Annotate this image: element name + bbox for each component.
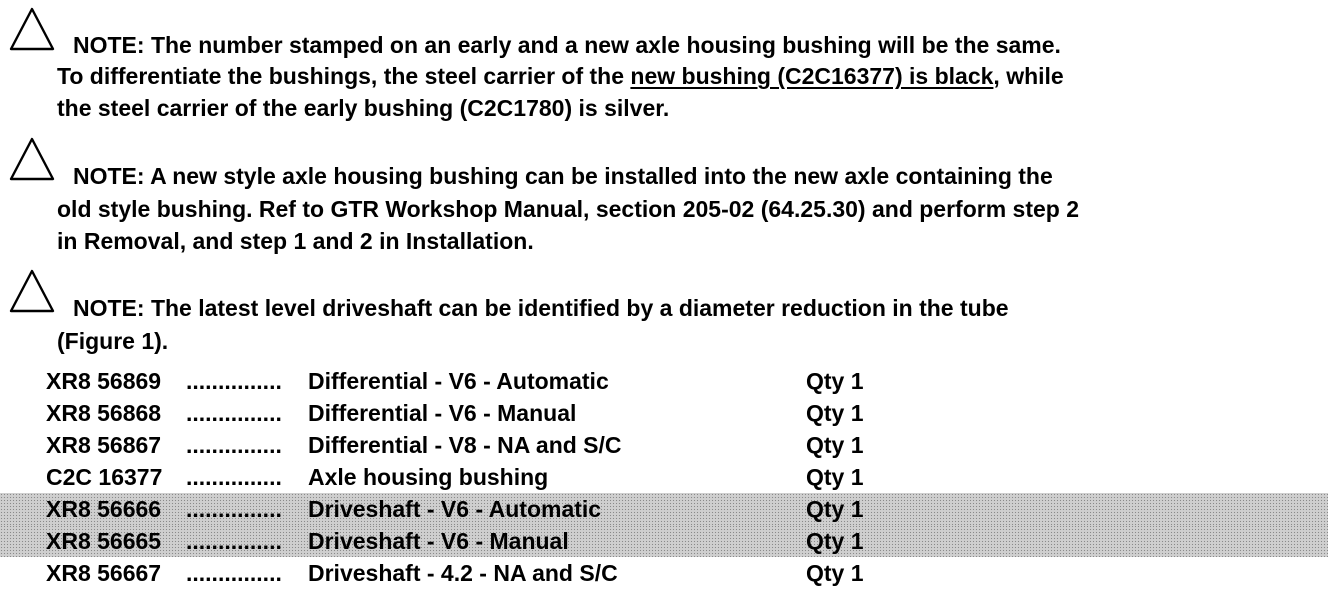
part-description: Driveshaft - 4.2 - NA and S/C bbox=[308, 560, 618, 586]
part-quantity: Qty 1 bbox=[806, 400, 864, 426]
note-1-line-2-text: To differentiate the bushings, the steel carrier of the bbox=[57, 63, 631, 89]
part-row bbox=[0, 429, 1328, 461]
part-description: Differential - V6 - Automatic bbox=[308, 368, 609, 394]
part-description: Axle housing bushing bbox=[308, 464, 549, 490]
leader-dots: ............... bbox=[186, 400, 282, 426]
note-3-line-2: (Figure 1). bbox=[57, 328, 169, 354]
part-number: C2C 16377 bbox=[46, 464, 163, 490]
part-quantity: Qty 1 bbox=[806, 560, 864, 586]
warning-triangle-icon bbox=[8, 136, 60, 182]
part-number: XR8 56868 bbox=[46, 400, 162, 426]
part-description: Driveshaft - V6 - Automatic bbox=[308, 496, 602, 522]
leader-dots: ............... bbox=[186, 560, 282, 586]
part-number: XR8 56667 bbox=[46, 560, 162, 586]
note-2-line-2: old style bushing. Ref to GTR Workshop Manual, section 205-02 (64.25.30) and perform step 2 bbox=[57, 196, 1080, 222]
part-row bbox=[0, 365, 1328, 397]
part-quantity: Qty 1 bbox=[806, 496, 864, 522]
part-row bbox=[0, 557, 1328, 589]
part-quantity: Qty 1 bbox=[806, 464, 864, 490]
leader-dots: ............... bbox=[186, 464, 282, 490]
note-2-line-1: NOTE: A new style axle housing bushing can be installed into the new axle containing the bbox=[73, 163, 1053, 189]
note-2-line-3: in Removal, and step 1 and 2 in Installation. bbox=[57, 228, 534, 254]
warning-triangle-icon bbox=[8, 6, 60, 52]
part-description: Differential - V8 - NA and S/C bbox=[308, 432, 622, 458]
part-row-highlighted bbox=[0, 525, 1328, 557]
part-row bbox=[0, 461, 1328, 493]
part-row bbox=[0, 397, 1328, 429]
part-number: XR8 56869 bbox=[46, 368, 162, 394]
part-number: XR8 56666 bbox=[46, 496, 162, 522]
part-quantity: Qty 1 bbox=[806, 432, 864, 458]
leader-dots: ............... bbox=[186, 496, 282, 522]
parts-list bbox=[0, 365, 1328, 589]
part-description: Differential - V6 - Manual bbox=[308, 400, 577, 426]
note-1-line-2-tail: , while bbox=[993, 63, 1064, 89]
note-1-underlined-text: new bushing (C2C16377) is black bbox=[630, 63, 994, 89]
part-description: Driveshaft - V6 - Manual bbox=[308, 528, 569, 554]
leader-dots: ............... bbox=[186, 368, 282, 394]
leader-dots: ............... bbox=[186, 528, 282, 554]
leader-dots: ............... bbox=[186, 432, 282, 458]
part-quantity: Qty 1 bbox=[806, 368, 864, 394]
part-quantity: Qty 1 bbox=[806, 528, 864, 554]
note-3-line-1: NOTE: The latest level driveshaft can be identified by a diameter reduction in the tube bbox=[73, 295, 1009, 321]
part-row-highlighted bbox=[0, 493, 1328, 525]
warning-triangle-icon bbox=[8, 268, 60, 314]
part-number: XR8 56867 bbox=[46, 432, 162, 458]
part-number: XR8 56665 bbox=[46, 528, 162, 554]
note-1-line-2 bbox=[57, 61, 1064, 91]
note-1-line-3: the steel carrier of the early bushing (C2C1780) is silver. bbox=[57, 95, 670, 121]
note-1-line-1: NOTE: The number stamped on an early and a new axle housing bushing will be the same. bbox=[73, 32, 1061, 58]
